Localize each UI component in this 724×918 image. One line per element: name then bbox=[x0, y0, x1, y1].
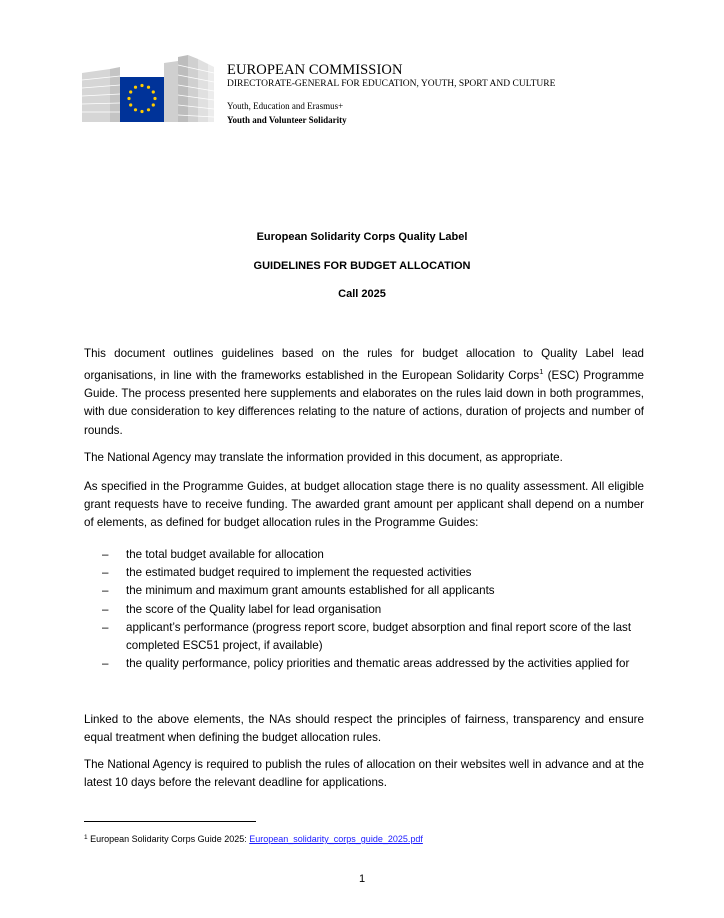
footnote-reference[interactable]: 1 bbox=[539, 367, 544, 377]
footnote bbox=[84, 832, 423, 845]
document-call: Call 2025 bbox=[338, 288, 386, 300]
unit-line-1: Youth, Education and Erasmus+ bbox=[227, 101, 344, 111]
list-bullet: – bbox=[102, 548, 109, 561]
european-commission-logo bbox=[82, 55, 214, 122]
intro-paragraph bbox=[84, 345, 644, 440]
list-bullet: – bbox=[102, 566, 109, 580]
publish-paragraph: The National Agency is required to publish the rules of allocation on their websites well in advance and at the latest 10 days before the relevant deadline for applications. bbox=[84, 758, 644, 790]
linked-paragraph: Linked to the above elements, the NAs should respect the principles of fairness, transparency and ensure equal treatment when defining the budget allocation rules. bbox=[84, 713, 644, 745]
unit-line-2: Youth and Volunteer Solidarity bbox=[227, 115, 347, 125]
footnote-text: European Solidarity Corps Guide 2025: bbox=[87, 834, 250, 844]
page-number: 1 bbox=[358, 873, 366, 885]
list-item: – the score of the Quality label for lead organisation bbox=[84, 601, 644, 619]
document-subject: European Solidarity Corps Quality Label bbox=[256, 231, 468, 243]
list-bullet: – bbox=[102, 620, 109, 634]
list-item: – the quality performance, policy priorities and thematic areas addressed by the activities applied for bbox=[84, 655, 644, 673]
list-item: – the minimum and maximum grant amounts established for all applicants bbox=[84, 582, 644, 600]
translate-paragraph: The National Agency may translate the information provided in this document, as appropriate. bbox=[84, 451, 563, 464]
intro-text-part1: This document outlines guidelines based on the rules for budget allocation to Quality Label lead organisations, in line with the frameworks established in the European Solidarity Corps bbox=[84, 347, 644, 383]
directorate-name: DIRECTORATE-GENERAL FOR EDUCATION, YOUTH, SPORT AND CULTURE bbox=[227, 79, 556, 89]
list-bullet: – bbox=[102, 602, 109, 616]
specified-paragraph: As specified in the Programme Guides, at budget allocation stage there is no quality assessment. All eligible grant requests have to receive funding. The awarded grant amount per applicant shall depend on a number of elements, as defined for budget allocation rules in the Programme Guides: bbox=[84, 480, 644, 530]
list-item: – applicant’s performance (progress report score, budget absorption and final report score of the last completed ESC51 project, if available) bbox=[102, 620, 632, 653]
header-text bbox=[227, 62, 555, 126]
guide-pdf-link[interactable]: European_solidarity_corps_guide_2025.pdf bbox=[249, 834, 423, 844]
list-bullet: – bbox=[102, 657, 109, 671]
document-heading: GUIDELINES FOR BUDGET ALLOCATION bbox=[253, 260, 471, 272]
footnote-mark: 1 bbox=[84, 834, 88, 841]
list-bullet: – bbox=[102, 584, 109, 598]
footnote-divider bbox=[84, 821, 256, 822]
list-item: – the total budget available for allocation bbox=[84, 546, 644, 564]
intro-text-part2: (ESC) Programme Guide. The process presented here supplements and elaborates on the rules laid down in both programmes, with due consideration to key differences relating to the nature of actions, duration of projects and number of rounds. bbox=[84, 369, 644, 437]
list-item: – the estimated budget required to implement the requested activities bbox=[84, 564, 644, 582]
organisation-name: EUROPEAN COMMISSION bbox=[227, 62, 403, 78]
criteria-list bbox=[84, 546, 644, 673]
